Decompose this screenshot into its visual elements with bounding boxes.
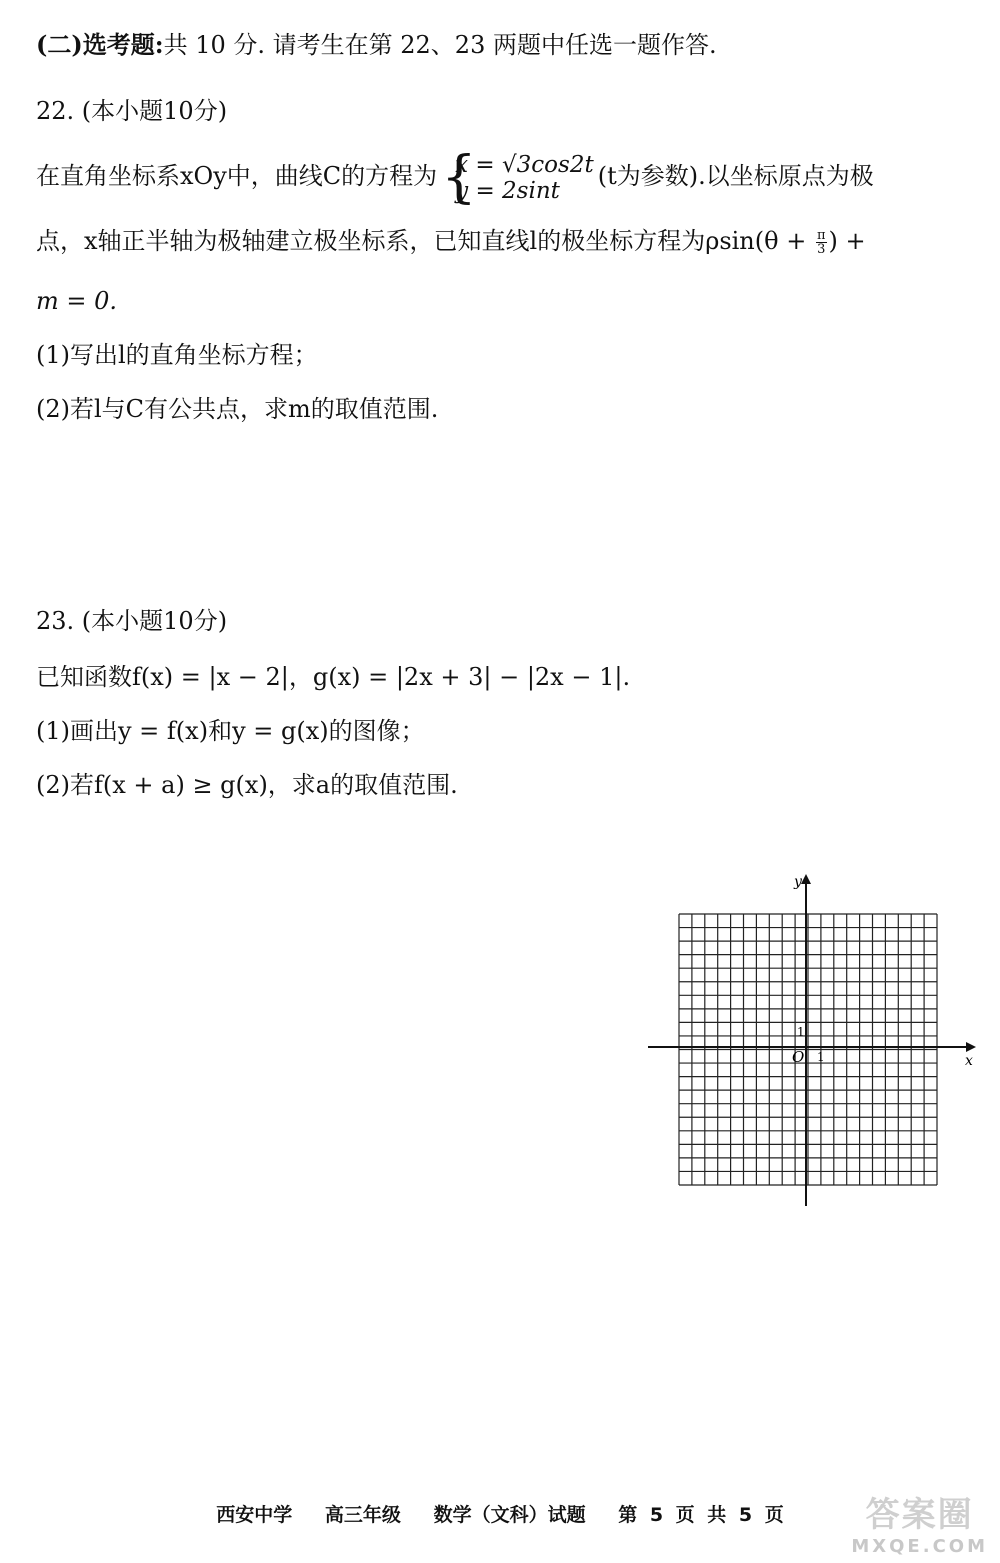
q22-line3: m = 0. (36, 287, 118, 315)
q22-header: 22. (本小题10分) (36, 97, 228, 125)
q22-line1 (36, 144, 874, 210)
q22-line2 (36, 226, 866, 256)
parametric-row-x: x = √3cos2t (455, 151, 594, 178)
footer-grade: 高三年级 (324, 1504, 401, 1526)
watermark-url: MXQE.COM (851, 1536, 988, 1557)
coordinate-grid (640, 868, 980, 1213)
footer-subject: 数学（文科）试题 (433, 1504, 586, 1526)
q23-header: 23. (本小题10分) (36, 607, 228, 635)
q22-line1-before: 在直角坐标系xOy中，曲线C的方程为 (36, 162, 438, 190)
q22-line2-after: ) + (828, 227, 866, 255)
x-axis-arrow (966, 1042, 976, 1052)
unit-y-label: 1 (797, 1025, 805, 1039)
origin-label: O (792, 1048, 805, 1066)
q22-part2: (2)若l与C有公共点，求m的取值范围. (36, 395, 439, 423)
parametric-row-y: y = 2sint (455, 177, 560, 204)
q23-part1: (1)画出y = f(x)和y = g(x)的图像； (36, 717, 425, 745)
grid-svg (640, 868, 980, 1213)
footer-school: 西安中学 (216, 1504, 293, 1526)
section-description: 共 10 分. 请考生在第 22、23 两题中任选一题作答. (163, 31, 717, 59)
unit-x-label: 1 (817, 1050, 825, 1064)
fraction-numerator: π (816, 228, 826, 243)
watermark (851, 1487, 988, 1557)
brace-symbol: { (441, 144, 477, 210)
fraction-denominator: 3 (817, 242, 826, 257)
y-axis-arrow (801, 874, 811, 884)
y-axis-label: y (794, 874, 802, 890)
q22-part1: (1)写出l的直角坐标方程； (36, 341, 318, 369)
section-title: (二)选考题: (36, 30, 164, 59)
x-axis-label: x (965, 1053, 973, 1069)
footer-page: 第 5 页 共 5 页 (618, 1504, 784, 1526)
q23-line1: 已知函数f(x) = |x − 2|，g(x) = |2x + 3| − |2x − 1|. (36, 663, 631, 691)
section-heading (36, 30, 717, 60)
q22-line2-before: 点，x轴正半轴为极轴建立极坐标系，已知直线l的极坐标方程为ρsin(θ + (36, 227, 807, 255)
q22-line1-after: (t为参数).以坐标原点为极 (597, 162, 874, 190)
q23-part2: (2)若f(x + a) ≥ g(x)，求a的取值范围. (36, 771, 458, 799)
parametric-system (441, 144, 594, 210)
pi-over-3-fraction (816, 229, 827, 256)
page-footer (0, 1500, 1000, 1527)
watermark-logo: 答案圈 (865, 1495, 974, 1535)
